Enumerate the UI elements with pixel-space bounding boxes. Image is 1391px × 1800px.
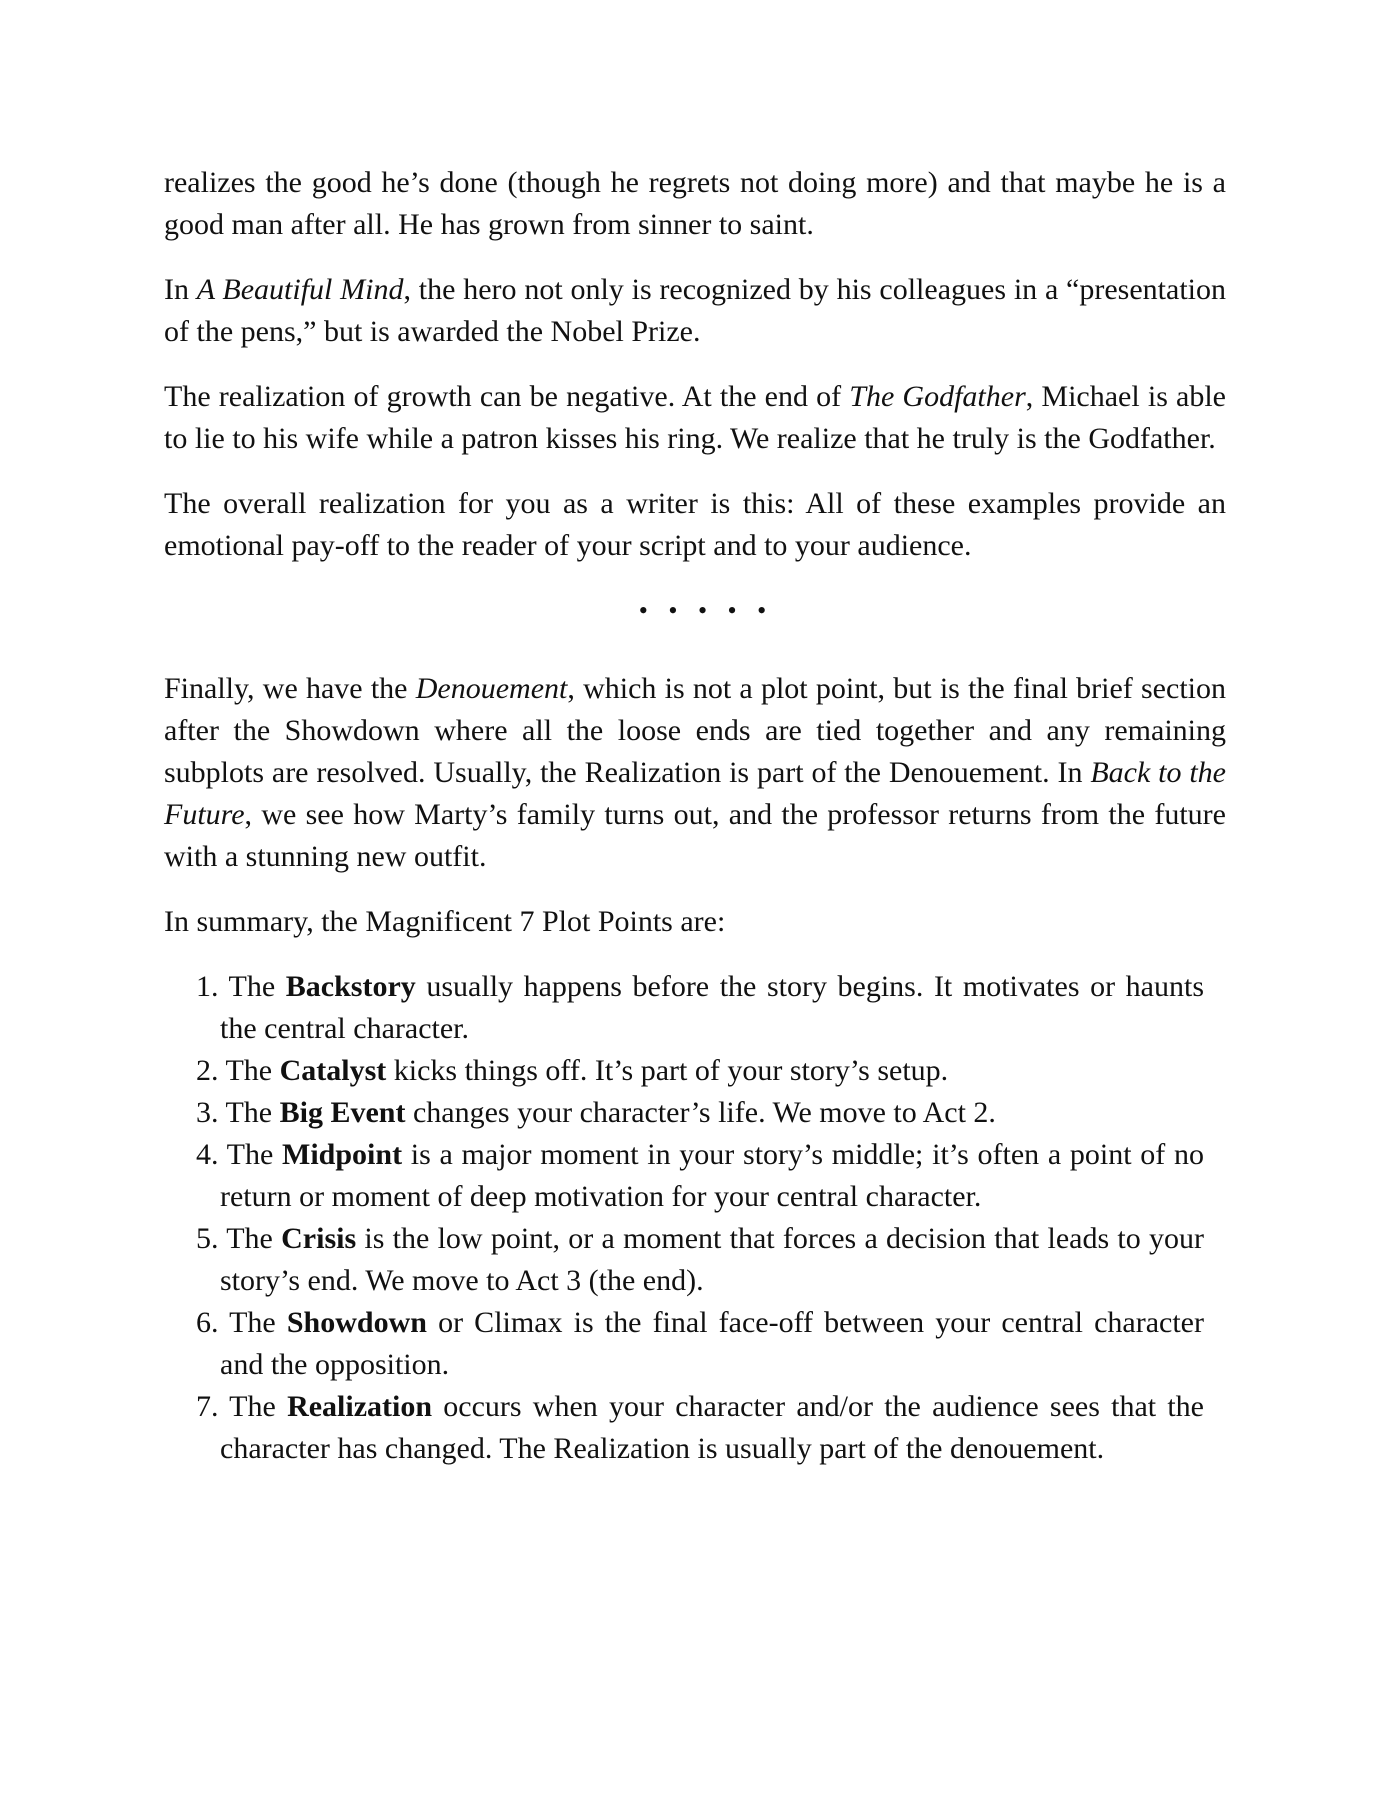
paragraph-text: In bbox=[164, 273, 197, 306]
list-text: is the low point, or a moment that forces a decision that leads to your story’s end. We move to Act 3 (the end). bbox=[220, 1222, 1204, 1297]
list-text: or Climax is the final face-off between your central character and the opposition. bbox=[220, 1306, 1204, 1381]
section-separator: • • • • • bbox=[638, 596, 774, 625]
paragraph-summary-intro bbox=[164, 901, 1226, 943]
paragraph-text: In summary, the Magnificent 7 Plot Points are: bbox=[164, 905, 726, 938]
paragraph-text: , which is not a plot point, but is the final brief section after the Showdown where all the loose ends are tied together and any remaining subplots are resolved. Usually, the Realization is part of the Denouement. In bbox=[164, 672, 1226, 789]
list-number: 1. bbox=[196, 970, 219, 1003]
list-number: 5. bbox=[196, 1222, 219, 1255]
list-item bbox=[196, 1302, 1204, 1386]
list-number: 6. bbox=[196, 1306, 219, 1339]
plot-point-term: Big Event bbox=[279, 1096, 406, 1129]
list-item bbox=[196, 1134, 1204, 1218]
list-prefix: The bbox=[218, 1306, 287, 1339]
list-text: changes your character’s life. We move to Act 2. bbox=[405, 1096, 996, 1129]
paragraph-text: The realization of growth can be negative. At the end of bbox=[164, 380, 850, 413]
paragraph-denouement bbox=[164, 668, 1226, 878]
paragraph-text: , we see how Marty’s family turns out, and the professor returns from the future with a stunning new outfit. bbox=[164, 798, 1226, 873]
list-item bbox=[196, 1092, 1204, 1134]
paragraph-realization-growth bbox=[164, 162, 1226, 246]
paragraph-text: , Michael is able to lie to his wife while a patron kisses his ring. We realize that he truly is the Godfather. bbox=[164, 380, 1226, 455]
list-text: occurs when your character and/or the audience sees that the character has changed. The Realization is usually part of the denouement. bbox=[220, 1390, 1204, 1465]
list-number: 3. bbox=[196, 1096, 219, 1129]
paragraph-text: Finally, we have the bbox=[164, 672, 416, 705]
film-title: The Godfather bbox=[849, 380, 1026, 413]
list-number: 2. bbox=[196, 1054, 219, 1087]
list-text: is a major moment in your story’s middle; it’s often a point of no return or moment of deep motivation for your central character. bbox=[220, 1138, 1204, 1213]
plot-point-term: Crisis bbox=[281, 1222, 357, 1255]
document-page bbox=[164, 162, 1226, 1470]
paragraph-overall-realization bbox=[164, 483, 1226, 567]
paragraph-text: The overall realization for you as a writer is this: All of these examples provide an emotional pay-off to the reader of your script and to your audience. bbox=[164, 487, 1226, 562]
paragraph-text: realizes the good he’s done (though he regrets not doing more) and that maybe he is a good man after all. He has grown from sinner to saint. bbox=[164, 166, 1226, 241]
plot-point-term: Showdown bbox=[286, 1306, 427, 1339]
plot-point-term: Backstory bbox=[285, 970, 416, 1003]
paragraph-text: , the hero not only is recognized by his colleagues in a “presentation of the pens,” but is awarded the Nobel Prize. bbox=[164, 273, 1226, 348]
list-text: usually happens before the story begins. It motivates or haunts the central character. bbox=[220, 970, 1204, 1045]
film-title: A Beautiful Mind bbox=[196, 273, 404, 306]
list-item bbox=[196, 966, 1204, 1050]
list-prefix: The bbox=[218, 1222, 282, 1255]
list-item bbox=[196, 1050, 1204, 1092]
film-title: Back to the Future bbox=[164, 756, 1226, 831]
list-text: kicks things off. It’s part of your story’s setup. bbox=[386, 1054, 949, 1087]
list-prefix: The bbox=[218, 1096, 280, 1129]
paragraph-godfather bbox=[164, 376, 1226, 460]
list-prefix: The bbox=[218, 970, 286, 1003]
paragraph-beautiful-mind bbox=[164, 269, 1226, 353]
plot-point-term: Midpoint bbox=[282, 1138, 403, 1171]
list-number: 7. bbox=[196, 1390, 219, 1423]
list-item bbox=[196, 1218, 1204, 1302]
plot-point-term: Catalyst bbox=[279, 1054, 387, 1087]
list-item bbox=[196, 1386, 1204, 1470]
term-denouement: Denouement bbox=[415, 672, 568, 705]
plot-point-term: Realization bbox=[287, 1390, 433, 1423]
list-prefix: The bbox=[218, 1390, 288, 1423]
list-prefix: The bbox=[218, 1138, 283, 1171]
list-prefix: The bbox=[218, 1054, 280, 1087]
plot-points-list bbox=[164, 966, 1204, 1470]
list-number: 4. bbox=[196, 1138, 219, 1171]
